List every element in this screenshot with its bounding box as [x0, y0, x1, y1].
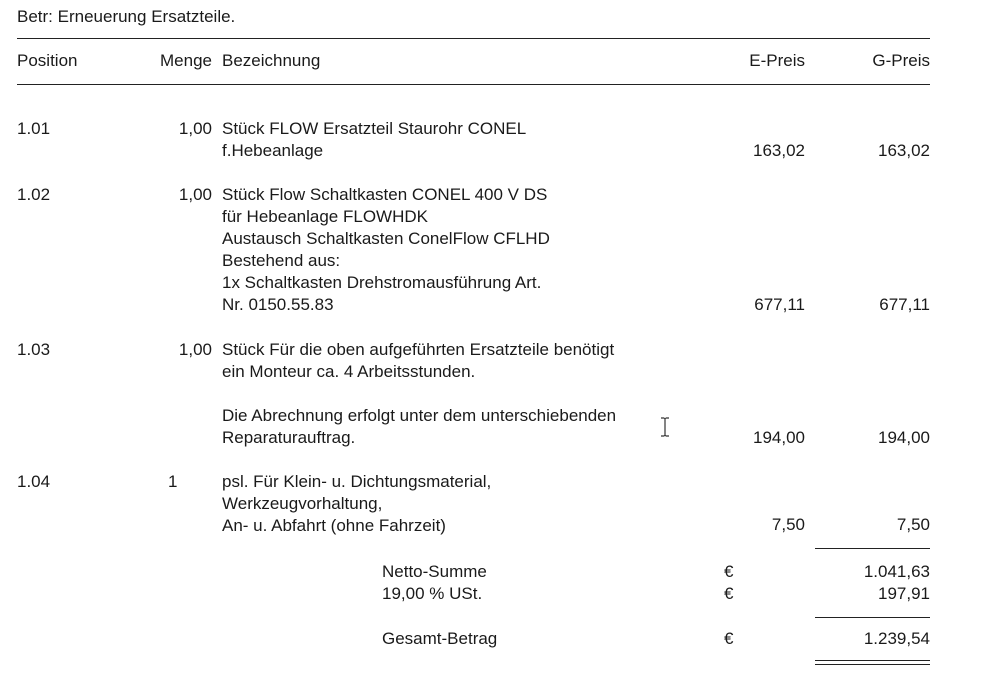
description-line: 1x Schaltkasten Drehstromausführung Art. [222, 273, 542, 292]
net-sum-label: Netto-Summe [382, 562, 487, 581]
item-position: 1.02 [17, 185, 51, 204]
double-rule-bottom [815, 664, 930, 665]
item-quantity: 1,00 [178, 185, 212, 204]
description-line: Stück Für die oben aufgeführten Ersatzteile benötigt [222, 340, 615, 359]
header-bottom-rule [17, 84, 930, 85]
description-line: Nr. 0150.55.83 [222, 295, 334, 314]
description-line: Stück Flow Schaltkasten CONEL 400 V DS [222, 185, 548, 204]
description-line: Reparaturauftrag. [222, 428, 356, 447]
column-header-description: Bezeichnung [222, 51, 321, 70]
item-unit-price: 163,02 [753, 141, 805, 160]
item-position: 1.03 [17, 340, 51, 359]
description-line: Austausch Schaltkasten ConelFlow CFLHD [222, 229, 550, 248]
item-quantity: 1 [168, 472, 178, 491]
description-line: Werkzeugvorhaltung, [222, 494, 383, 513]
total-rule [815, 617, 930, 618]
header-top-rule [17, 38, 930, 39]
item-total-price: 194,00 [878, 428, 930, 447]
description-line: Bestehend aus: [222, 251, 341, 270]
item-unit-price: 194,00 [753, 428, 805, 447]
gross-total-currency: € [724, 629, 734, 648]
subject-line: Betr: Erneuerung Ersatzteile. [17, 7, 236, 26]
vat-currency: € [724, 584, 734, 603]
item-quantity: 1,00 [178, 119, 212, 138]
description-line: An- u. Abfahrt (ohne Fahrzeit) [222, 516, 446, 535]
item-quantity: 1,00 [178, 340, 212, 359]
item-unit-price: 677,11 [754, 295, 805, 314]
column-header-quantity: Menge [160, 51, 212, 70]
item-total-price: 7,50 [896, 515, 930, 534]
gross-total-value: 1.239,54 [863, 629, 930, 648]
double-rule-top [815, 660, 930, 661]
description-line: f.Hebeanlage [222, 141, 324, 160]
description-line: Stück FLOW Ersatzteil Staurohr CONEL [222, 119, 527, 138]
item-description [222, 184, 550, 316]
subtotal-rule [815, 548, 930, 549]
item-unit-price: 7,50 [771, 515, 805, 534]
item-total-price: 163,02 [878, 141, 930, 160]
net-sum-value: 1.041,63 [863, 562, 930, 581]
vat-value: 197,91 [878, 584, 930, 603]
column-header-total-price: G-Preis [872, 51, 930, 70]
description-line: Die Abrechnung erfolgt unter dem unterschiebenden [222, 406, 617, 425]
item-total-price: 677,11 [879, 295, 930, 314]
gross-total-label: Gesamt-Betrag [382, 629, 498, 648]
description-line: psl. Für Klein- u. Dichtungsmaterial, [222, 472, 492, 491]
item-position: 1.04 [17, 472, 51, 491]
column-header-unit-price: E-Preis [749, 51, 805, 70]
item-position: 1.01 [17, 119, 51, 138]
description-line: ein Monteur ca. 4 Arbeitsstunden. [222, 362, 476, 381]
net-sum-currency: € [724, 562, 734, 581]
item-description [222, 471, 491, 537]
vat-label: 19,00 % USt. [382, 584, 483, 603]
description-spacer [222, 383, 616, 405]
column-header-position: Position [17, 51, 78, 70]
item-description [222, 339, 616, 449]
description-line: für Hebeanlage FLOWHDK [222, 207, 428, 226]
item-description [222, 118, 526, 162]
text-cursor-icon [660, 416, 670, 438]
